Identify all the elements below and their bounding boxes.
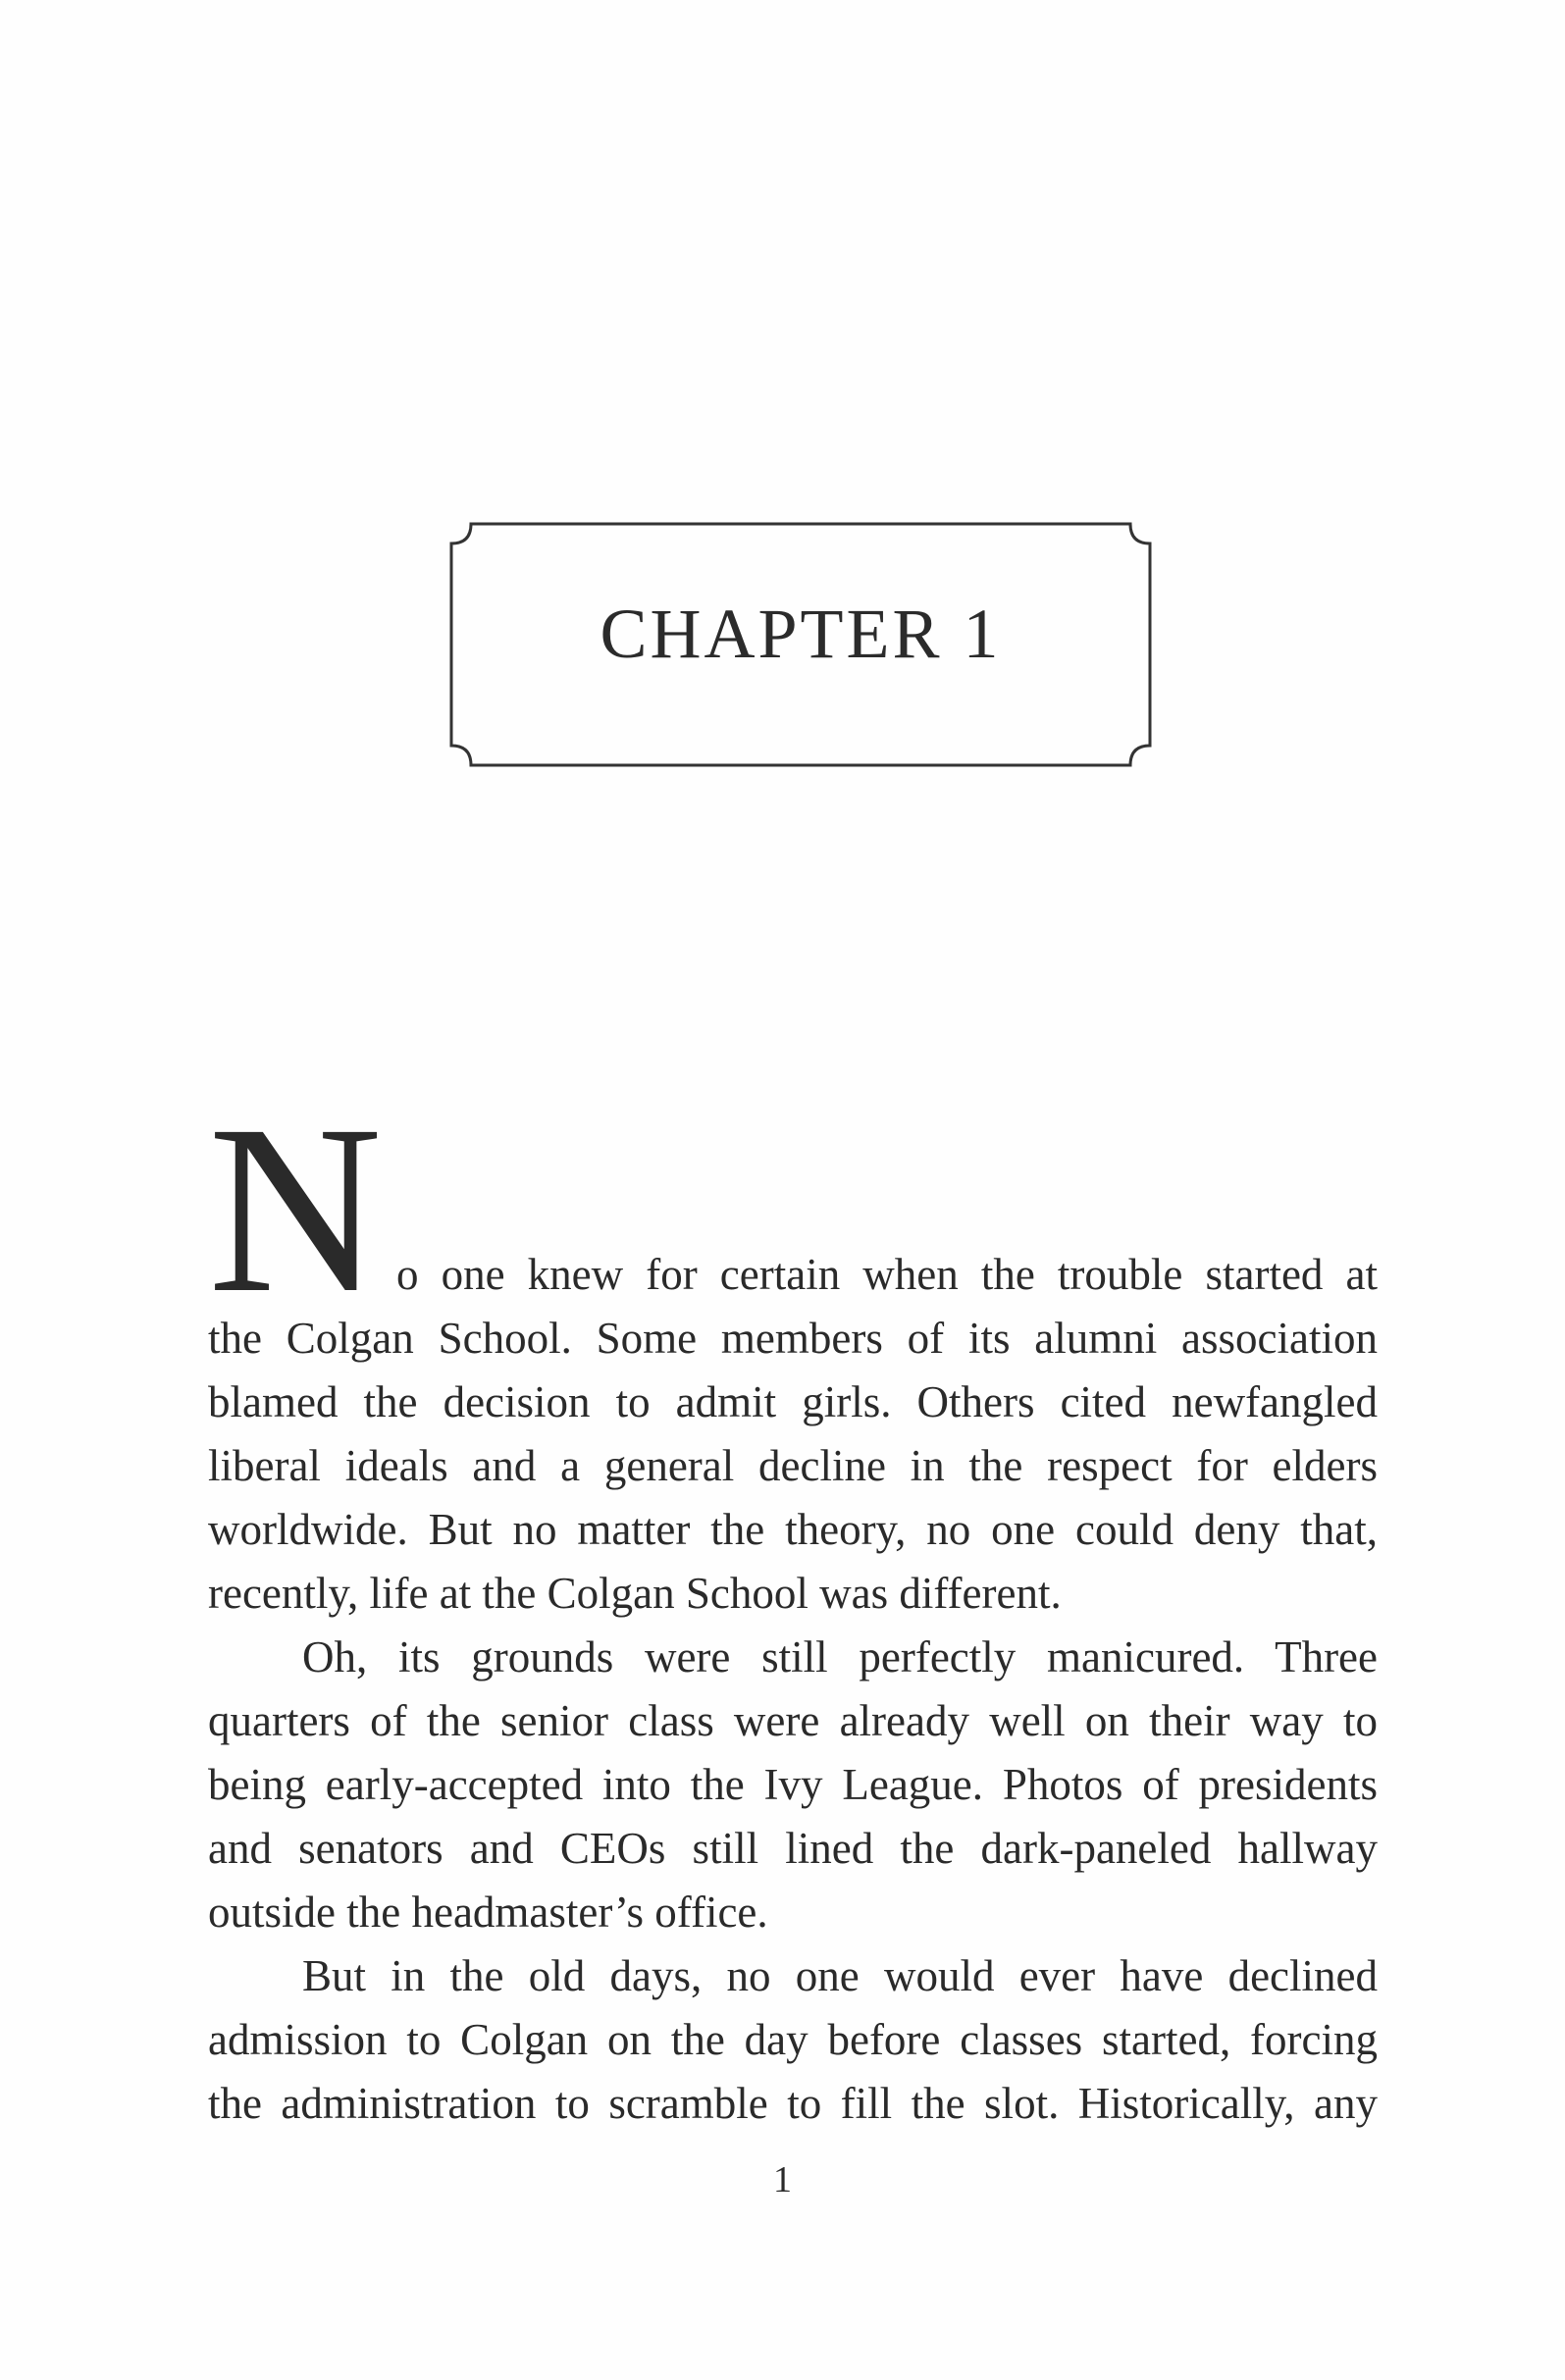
- text-line: liberal ideals and a general decline in the respect for elders: [208, 1441, 1378, 1490]
- chapter-heading-frame: [449, 522, 1152, 767]
- chapter-title: CHAPTER 1: [600, 595, 1002, 673]
- text-line: being early-accepted into the Ivy League. Photos of presidents: [208, 1760, 1378, 1809]
- text-line: outside the headmaster’s office.: [208, 1888, 768, 1937]
- body-text: [208, 1243, 1378, 2136]
- drop-cap-letter: N: [208, 1076, 383, 1343]
- text-line: But in the old days, no one would ever have declined: [302, 1951, 1378, 2000]
- text-line: admission to Colgan on the day before classes started, forcing: [208, 2015, 1378, 2064]
- text-line: blamed the decision to admit girls. Others cited newfangled: [208, 1377, 1378, 1426]
- text-line: o one knew for certain when the trouble started at: [396, 1250, 1378, 1299]
- page-number: 1: [773, 2159, 792, 2200]
- text-line: the administration to scramble to fill the slot. Historically, any: [208, 2079, 1378, 2128]
- text-line: worldwide. But no matter the theory, no one could deny that,: [208, 1505, 1378, 1554]
- text-line: and senators and CEOs still lined the dark-paneled hallway: [208, 1824, 1378, 1873]
- text-line: Oh, its grounds were still perfectly manicured. Three: [302, 1632, 1378, 1682]
- text-line: the Colgan School. Some members of its alumni association: [208, 1314, 1378, 1363]
- text-line: quarters of the senior class were already well on their way to: [208, 1696, 1378, 1745]
- text-line: recently, life at the Colgan School was different.: [208, 1569, 1062, 1618]
